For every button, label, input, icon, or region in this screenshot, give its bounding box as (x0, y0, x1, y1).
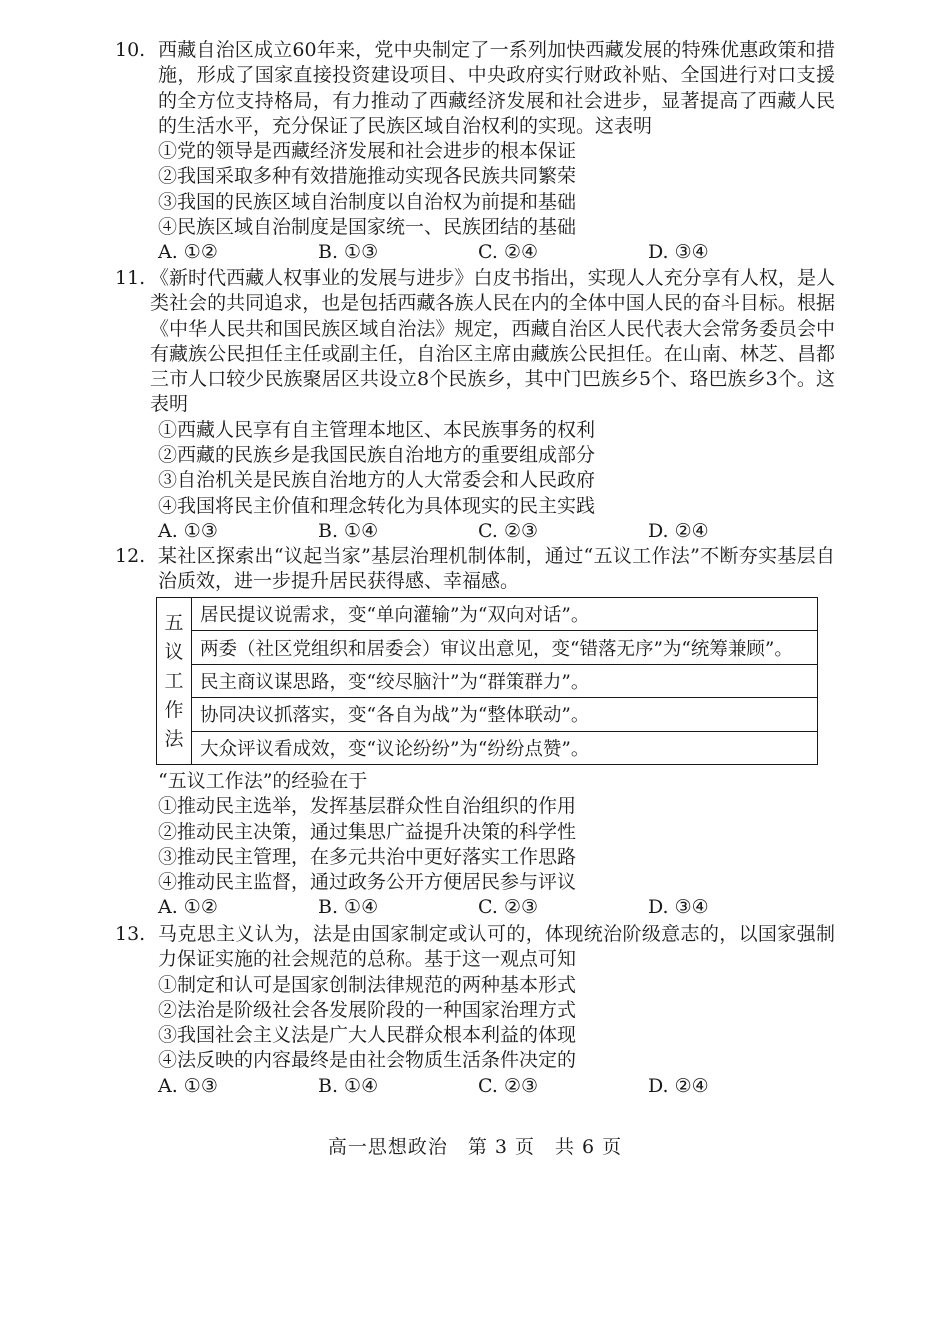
option-item: ①推动民主选举，发挥基层群众性自治组织的作用 (158, 795, 577, 818)
table-row: 居民提议说需求，变“单向灌输”为“双向对话”。 (192, 598, 817, 631)
choice-c: C. ②③ (478, 519, 539, 542)
option-list (158, 973, 835, 1074)
five-methods-table (156, 597, 818, 765)
question-13 (115, 922, 835, 1099)
option-item: ④推动民主监督，通过政务公开方便居民参与评议 (158, 871, 577, 894)
choice-b: B. ①④ (318, 519, 379, 542)
choice-a: A. ①③ (158, 519, 218, 542)
option-item: ③推动民主管理，在多元共治中更好落实工作思路 (158, 845, 577, 868)
question-number: 11. (115, 267, 146, 289)
choice-c: C. ②③ (478, 1074, 539, 1097)
option-item: ③我国社会主义法是广大人民群众根本利益的体现 (158, 1024, 577, 1047)
question-12-continued (115, 769, 835, 921)
choice-d: D. ③④ (648, 896, 709, 919)
table-row: 大众评议看成效，变“议论纷纷”为“纷纷点赞”。 (200, 738, 590, 760)
answer-choices (158, 1074, 835, 1099)
option-item: ③我国的民族区域自治制度以自治权为前提和基础 (158, 190, 577, 213)
question-stem: 某社区探索出“议起当家”基层治理机制体制，通过“五议工作法”不断夯实基层自治质效，进一步提升居民获得感、幸福感。 (158, 545, 835, 593)
followup-text: “五议工作法”的经验在于 (158, 770, 368, 792)
table-label-char: 五 (164, 611, 184, 634)
answer-choices (158, 895, 835, 920)
choice-b: B. ①④ (318, 896, 379, 919)
question-12 (115, 544, 835, 595)
choice-d: D. ②④ (648, 1074, 709, 1097)
option-list (158, 418, 835, 519)
choice-a: A. ①② (158, 896, 218, 919)
question-number: 12. (115, 545, 146, 567)
option-item: ④法反映的内容最终是由社会物质生活条件决定的 (158, 1049, 577, 1072)
answer-choices (158, 519, 835, 544)
table-label-char: 法 (164, 727, 184, 750)
choice-c: C. ②④ (478, 241, 539, 264)
question-10-stem-row (115, 38, 835, 139)
question-stem: 西藏自治区成立60年来，党中央制定了一系列加快西藏发展的特殊优惠政策和措施，形成了国家直接投资建设项目、中央政府实行财政补贴、全国进行对口支援的全方位支持格局，有力推动了西藏经济发展和社会进步，显著提高了西藏人民的生活水平，充分保证了民族区域自治权利的实现。这表明 (158, 39, 835, 137)
option-list (158, 139, 835, 240)
choice-d: D. ③④ (648, 241, 709, 264)
choice-b: B. ①③ (318, 241, 379, 264)
answer-choices (158, 240, 835, 265)
choice-c: C. ②③ (478, 896, 539, 919)
choice-a: A. ①② (158, 241, 218, 264)
choice-b: B. ①④ (318, 1074, 379, 1097)
option-item: ①党的领导是西藏经济发展和社会进步的根本保证 (158, 140, 577, 163)
table-label-char: 议 (164, 640, 184, 663)
table-label-char: 作 (164, 698, 184, 721)
page-footer: 高一思想政治 第 3 页 共 6 页 (327, 1136, 623, 1158)
question-number: 10. (115, 39, 146, 61)
table-row: 民主商议谋思路，变“绞尽脑汁”为“群策群力”。 (192, 665, 817, 698)
question-11 (115, 266, 835, 544)
question-number: 13. (115, 923, 146, 945)
question-13-stem-row (115, 922, 835, 973)
table-label (157, 598, 192, 764)
option-item: ②推动民主决策，通过集思广益提升决策的科学性 (158, 820, 577, 843)
choice-d: D. ②④ (648, 519, 709, 542)
option-item: ④民族区域自治制度是国家统一、民族团结的基础 (158, 216, 577, 239)
table-row: 协同决议抓落实，变“各自为战”为“整体联动”。 (192, 698, 817, 731)
question-stem: 马克思主义认为，法是由国家制定或认可的，体现统治阶级意志的，以国家强制力保证实施的社会规范的总称。基于这一观点可知 (158, 923, 835, 971)
choice-a: A. ①③ (158, 1074, 218, 1097)
question-stem: 《新时代西藏人权事业的发展与进步》白皮书指出，实现人人充分享有人权，是人类社会的共同追求，也是包括西藏各族人民在内的全体中国人民的奋斗目标。根据《中华人民共和国民族区域自治法》规定，西藏自治区人民代表大会常务委员会中有藏族公民担任主任或副主任，自治区主席由藏族公民担任。在山南、林芝、昌都三市人口较少民族聚居区共设立8个民族乡，其中门巴族乡5个、珞巴族乡3个。这表明 (150, 267, 835, 416)
option-item: ②法治是阶级社会各发展阶段的一种国家治理方式 (158, 998, 577, 1021)
option-item: ②我国采取多种有效措施推动实现各民族共同繁荣 (158, 165, 577, 188)
question-11-stem-row (115, 266, 835, 418)
table-row: 两委（社区党组织和居委会）审议出意见，变“错落无序”为“统筹兼顾”。 (192, 631, 817, 664)
option-item: ④我国将民主价值和理念转化为具体现实的民主实践 (158, 494, 596, 517)
question-12-stem-row (115, 544, 835, 595)
option-item: ①西藏人民享有自主管理本地区、本民族事务的权利 (158, 418, 596, 441)
table-rows (192, 598, 817, 764)
question-10 (115, 38, 835, 266)
table-label-char: 工 (164, 669, 184, 692)
option-list (158, 769, 835, 895)
option-item: ③自治机关是民族自治地方的人大常委会和人民政府 (158, 469, 596, 492)
option-item: ②西藏的民族乡是我国民族自治地方的重要组成部分 (158, 444, 596, 467)
option-item: ①制定和认可是国家创制法律规范的两种基本形式 (158, 973, 577, 996)
